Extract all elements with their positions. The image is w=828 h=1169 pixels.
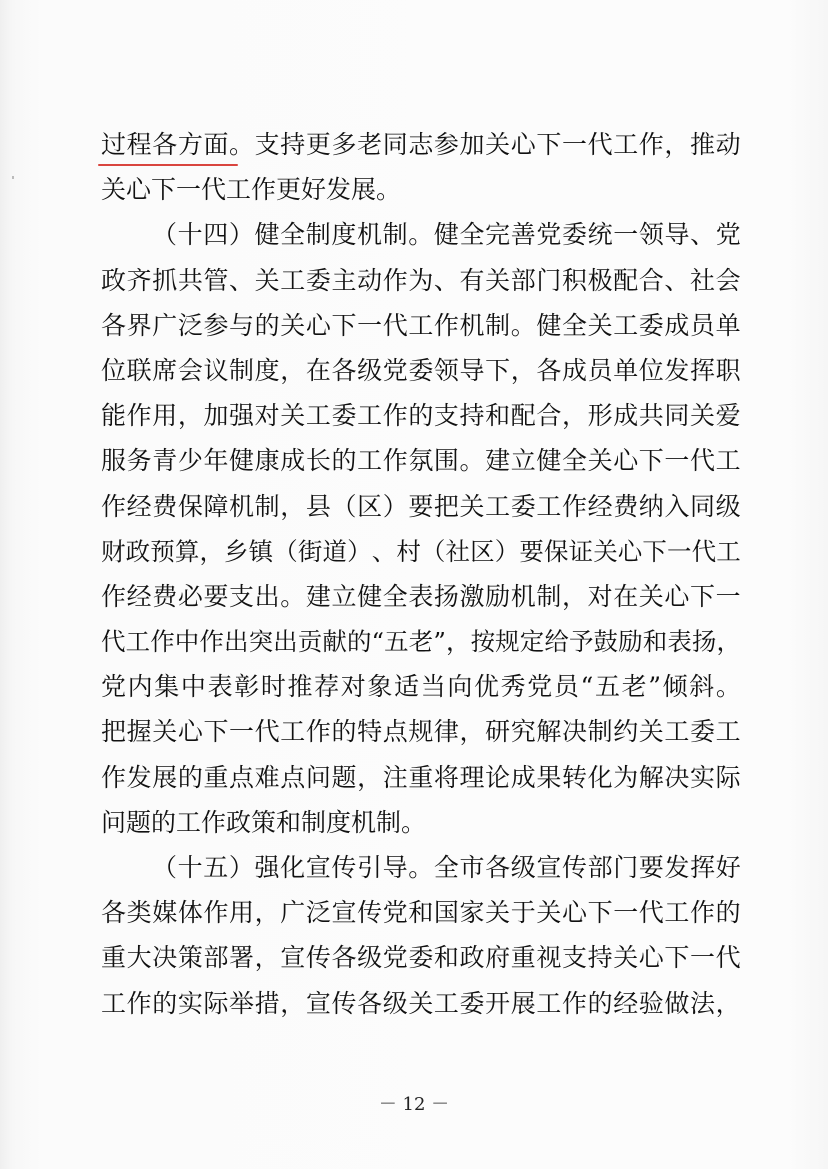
text-line: [101, 664, 741, 709]
text-line: [101, 438, 741, 483]
text-line-content: 代 工 作 中 作 出 突 出 贡 献 的 “ 五 老 ” ， 按 规 定 给 予 鼓 励 和 表 扬 ，: [101, 627, 741, 657]
text-line-content: 作 经 费 保 障 机 制 ， 县 （ 区 ） 要 把 关 工 委 工 作 经 费 纳 入 同 级: [101, 491, 741, 521]
text-line-content: 把 握 关 心 下 一 代 工 作 的 特 点 规 律 ， 研 究 解 决 制 约 关 工 委 工: [101, 717, 741, 747]
text-line: [101, 800, 741, 845]
text-line: [101, 212, 741, 257]
text-line-content: 关心下一代工作更好发展。: [101, 175, 402, 205]
text-line: [101, 574, 741, 619]
text-line-content: 各 界 广 泛 参 与 的 关 心 下 一 代 工 作 机 制 。 健 全 关 工 委 成 员 单: [101, 310, 741, 340]
text-line: [101, 935, 741, 980]
text-line: [101, 529, 741, 574]
text-line-content: （ 十 五 ） 强 化 宣 传 引 导 。 全 市 各 级 宣 传 部 门 要 发 挥 好: [152, 853, 741, 882]
text-line-content: 服 务 青 少 年 健 康 成 长 的 工 作 氛 围 。 建 立 健 全 关 心 下 一 代 工: [101, 446, 741, 476]
text-line: [101, 393, 741, 438]
text-line-content: 各 类 媒 体 作 用 ， 广 泛 宣 传 党 和 国 家 关 于 关 心 下 一 代 工 作 的: [101, 898, 741, 928]
text-line-content: 位 联 席 会 议 制 度 ， 在 各 级 党 委 领 导 下 ， 各 成 员 单 位 发 挥 职: [101, 355, 741, 385]
text-line: [101, 890, 741, 935]
body-text: [101, 122, 741, 1026]
text-line: [101, 619, 741, 664]
text-line-content: （ 十 四 ） 健 全 制 度 机 制 。 健 全 完 善 党 委 统 一 领 导 、 党: [152, 220, 741, 250]
text-line: [101, 981, 741, 1026]
text-line-content: 作 经 费 必 要 支 出 。 建 立 健 全 表 扬 激 励 机 制 ， 对 在 关 心 下 一: [101, 581, 741, 611]
text-line: [101, 755, 741, 800]
text-line: [101, 484, 741, 529]
page-number: － 12 －: [378, 1094, 450, 1115]
scan-artifact: [12, 176, 14, 179]
text-line-content: 能 作 用 ， 加 强 对 关 工 委 工 作 的 支 持 和 配 合 ， 形 成 共 同 关 爱: [101, 401, 741, 431]
text-line: [101, 348, 741, 393]
text-line: [101, 303, 741, 348]
text-line: [101, 709, 741, 754]
text-line: [101, 845, 741, 890]
text-line: [101, 258, 741, 303]
text-line-content: 财 政 预 算 ， 乡 镇 （ 街 道 ） 、 村 （ 社 区 ） 要 保 证 关 心 下 一 代 工: [101, 536, 741, 566]
text-line-content: 政 齐 抓 共 管 、 关 工 委 主 动 作 为 、 有 关 部 门 积 极 配 合 、 社 会: [101, 265, 741, 295]
text-line-content: 重 大 决 策 部 署 ， 宣 传 各 级 党 委 和 政 府 重 视 支 持 关 心 下 一 代: [101, 943, 741, 973]
text-line-content: 工 作 的 实 际 举 措 ， 宣 传 各 级 关 工 委 开 展 工 作 的 经 验 做 法 ，: [101, 988, 741, 1018]
text-line-content: 党 内 集 中 表 彰 时 推 荐 对 象 适 当 向 优 秀 党 员 “ 五 老 ” 倾 斜 。: [101, 672, 741, 702]
text-line-content: 过 程 各 方 面 。 支 持 更 多 老 同 志 参 加 关 心 下 一 代 工 作 ， 推 动: [101, 130, 741, 159]
text-line-content: 作 发 展 的 重 点 难 点 问 题 ， 注 重 将 理 论 成 果 转 化 为 解 决 实 际: [101, 762, 741, 792]
text-line-content: 问题的工作政策和制度机制。: [101, 807, 427, 837]
text-line: [101, 167, 741, 212]
text-line: [101, 122, 741, 167]
